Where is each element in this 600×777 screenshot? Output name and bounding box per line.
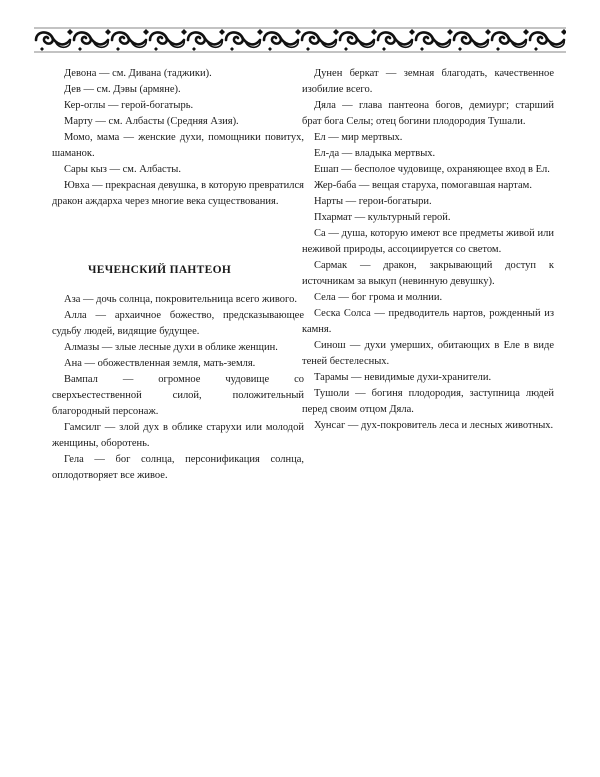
glossary-entry: Момо, мама — женские духи, помощники повитух, шаманок. [52, 132, 304, 159]
decorative-scroll-border [34, 26, 566, 54]
glossary-entry: Сармак — дракон, закрывающий доступ к источникам за выкуп (невинную девушку). [302, 260, 554, 287]
glossary-entry: Ешап — бесполое чудовище, охраняющее вход в Ел. [314, 164, 550, 175]
glossary-entry: Кер-оглы — герой-богатырь. [64, 100, 194, 111]
section-title: ЧЕЧЕНСКИЙ ПАНТЕОН [88, 264, 232, 276]
glossary-entry: Синош — духи умерших, обитающих в Еле в виде теней бестелесных. [302, 340, 554, 367]
glossary-entry: Алмазы — злые лесные духи в облике женщин. [64, 342, 278, 353]
glossary-entry: Алла — архаичное божество, предсказывающее судьбу людей, видящие будущее. [52, 310, 304, 337]
glossary-entry: Ювха — прекрасная девушка, в которую превратился дракон аждарха через многие века существования. [52, 180, 304, 207]
glossary-entry: Тушоли — богиня плодородия, заступница людей перед своим отцом Дяла. [302, 388, 554, 415]
glossary-entry: Пхармат — культурный герой. [314, 212, 451, 223]
glossary-entry: Жер-баба — вещая старуха, помогавшая нартам. [314, 180, 532, 191]
glossary-entry: Тарамы — невидимые духи-хранители. [314, 372, 492, 383]
glossary-entry: Ел — мир мертвых. [314, 132, 403, 143]
glossary-entry: Хунсаг — дух-покровитель леса и лесных животных. [314, 420, 554, 431]
glossary-entry: Девона — см. Дивана (таджики). [64, 68, 212, 79]
glossary-entry: Нарты — герои-богатыри. [314, 196, 432, 207]
glossary-entry: Дяла — глава пантеона богов, демиург; старший брат бога Селы; отец богини плодородия Тушали. [302, 100, 554, 127]
glossary-entry: Дев — см. Дэвы (армяне). [64, 84, 181, 95]
glossary-entry: Аза — дочь солнца, покровительница всего живого. [64, 294, 297, 305]
glossary-entry: Дунен беркат — земная благодать, качественное изобилие всего. [302, 68, 554, 95]
glossary-entry: Села — бог грома и молнии. [314, 292, 443, 303]
glossary-entry: Марту — см. Албасты (Средняя Азия). [64, 116, 239, 127]
glossary-entry: Гамсилг — злой дух в облике старухи или молодой женщины, оборотень. [52, 422, 304, 449]
glossary-entry: Сеска Солса — предводитель нартов, рожденный из камня. [302, 308, 554, 335]
glossary-entry: Вампал — огромное чудовище со сверхъестественной силой, положительный благородный персонаж. [52, 374, 304, 417]
left-column [52, 66, 304, 484]
glossary-entry: Са — душа, которую имеют все предметы живой или неживой природы, ассоциируется со светом. [302, 228, 554, 255]
glossary-entry: Ана — обожествленная земля, мать-земля. [64, 358, 256, 369]
glossary-entry: Ел-да — владыка мертвых. [314, 148, 436, 159]
glossary-entry: Сары кыз — см. Албасты. [64, 164, 181, 175]
right-column [302, 66, 554, 434]
glossary-entry: Гела — бог солнца, персонификация солнца, оплодотворяет все живое. [52, 454, 304, 481]
